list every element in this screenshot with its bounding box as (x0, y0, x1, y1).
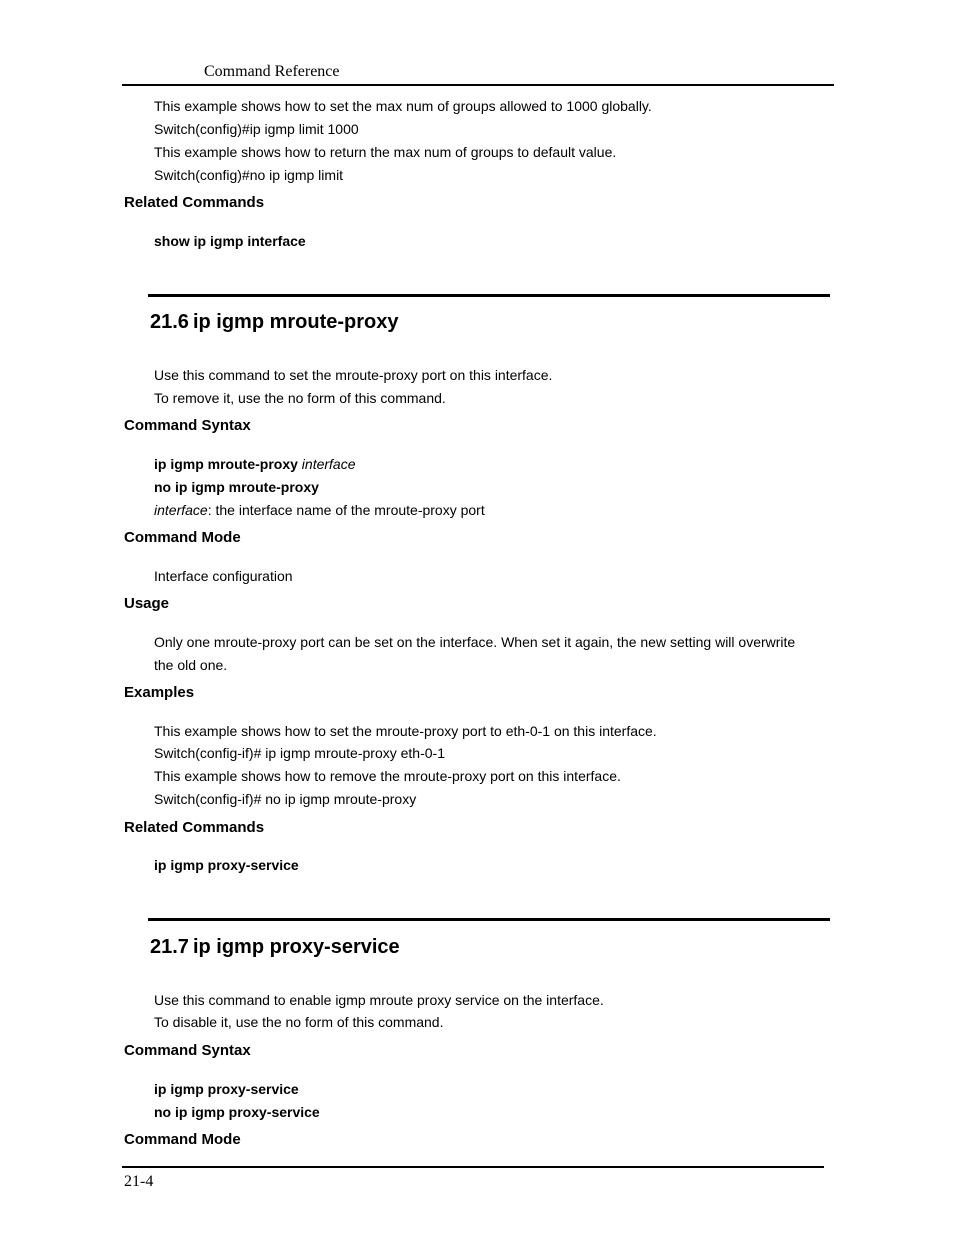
description-line: To remove it, use the no form of this command. (154, 390, 446, 406)
description-line: Use this command to enable igmp mroute proxy service on the interface. (154, 992, 604, 1008)
syntax-line: ip igmp proxy-service (154, 1081, 299, 1097)
usage-heading: Usage (124, 595, 170, 612)
command-mode-heading: Command Mode (124, 1131, 241, 1148)
footer-rule (122, 1166, 824, 1168)
syntax-command: ip igmp mroute-proxy (154, 456, 298, 472)
description-line: Use this command to set the mroute-proxy port on this interface. (154, 367, 553, 383)
section-number: 21.7 (150, 936, 189, 958)
command-mode-value: Interface configuration (154, 568, 293, 584)
section-rule (148, 294, 830, 297)
parameter-name: interface (154, 502, 208, 518)
example-text: This example shows how to set the mroute-proxy port to eth-0-1 on this interface. (154, 723, 657, 739)
header-rule (122, 84, 834, 86)
section-title (150, 310, 399, 334)
section-name: ip igmp proxy-service (192, 936, 400, 958)
related-command-link: show ip igmp interface (154, 233, 306, 249)
parameter-description (154, 501, 485, 519)
example-text: This example shows how to remove the mroute-proxy port on this interface. (154, 768, 621, 784)
command-syntax-heading: Command Syntax (124, 1042, 251, 1059)
usage-line: Only one mroute-proxy port can be set on the interface. When set it again, the new setting will overwrite (154, 634, 796, 650)
related-commands-heading: Related Commands (124, 819, 265, 836)
running-header: Command Reference (204, 63, 340, 80)
parameter-text: : the interface name of the mroute-proxy port (207, 502, 485, 518)
syntax-line-no-form: no ip igmp mroute-proxy (154, 479, 319, 495)
example-text: This example shows how to return the max num of groups to default value. (154, 144, 617, 160)
usage-line: the old one. (154, 657, 228, 673)
example-command: Switch(config)#no ip igmp limit (154, 167, 344, 183)
description-line: To disable it, use the no form of this command. (154, 1014, 444, 1030)
section-rule (148, 918, 830, 921)
related-commands-heading: Related Commands (124, 194, 265, 211)
section-title (150, 935, 400, 959)
syntax-argument: interface (301, 456, 356, 472)
page-number: 21-4 (124, 1173, 154, 1190)
example-command: Switch(config-if)# ip igmp mroute-proxy eth-0-1 (154, 745, 445, 761)
example-text: This example shows how to set the max num of groups allowed to 1000 globally. (154, 98, 652, 114)
example-command: Switch(config)#ip igmp limit 1000 (154, 121, 359, 137)
section-name: ip igmp mroute-proxy (192, 311, 399, 333)
example-command: Switch(config-if)# no ip igmp mroute-proxy (154, 791, 417, 807)
command-syntax-heading: Command Syntax (124, 417, 251, 434)
related-command-link: ip igmp proxy-service (154, 857, 299, 873)
examples-heading: Examples (124, 684, 195, 701)
section-number: 21.6 (150, 311, 189, 333)
syntax-line (154, 455, 356, 473)
command-mode-heading: Command Mode (124, 529, 241, 546)
syntax-line-no-form: no ip igmp proxy-service (154, 1104, 320, 1120)
